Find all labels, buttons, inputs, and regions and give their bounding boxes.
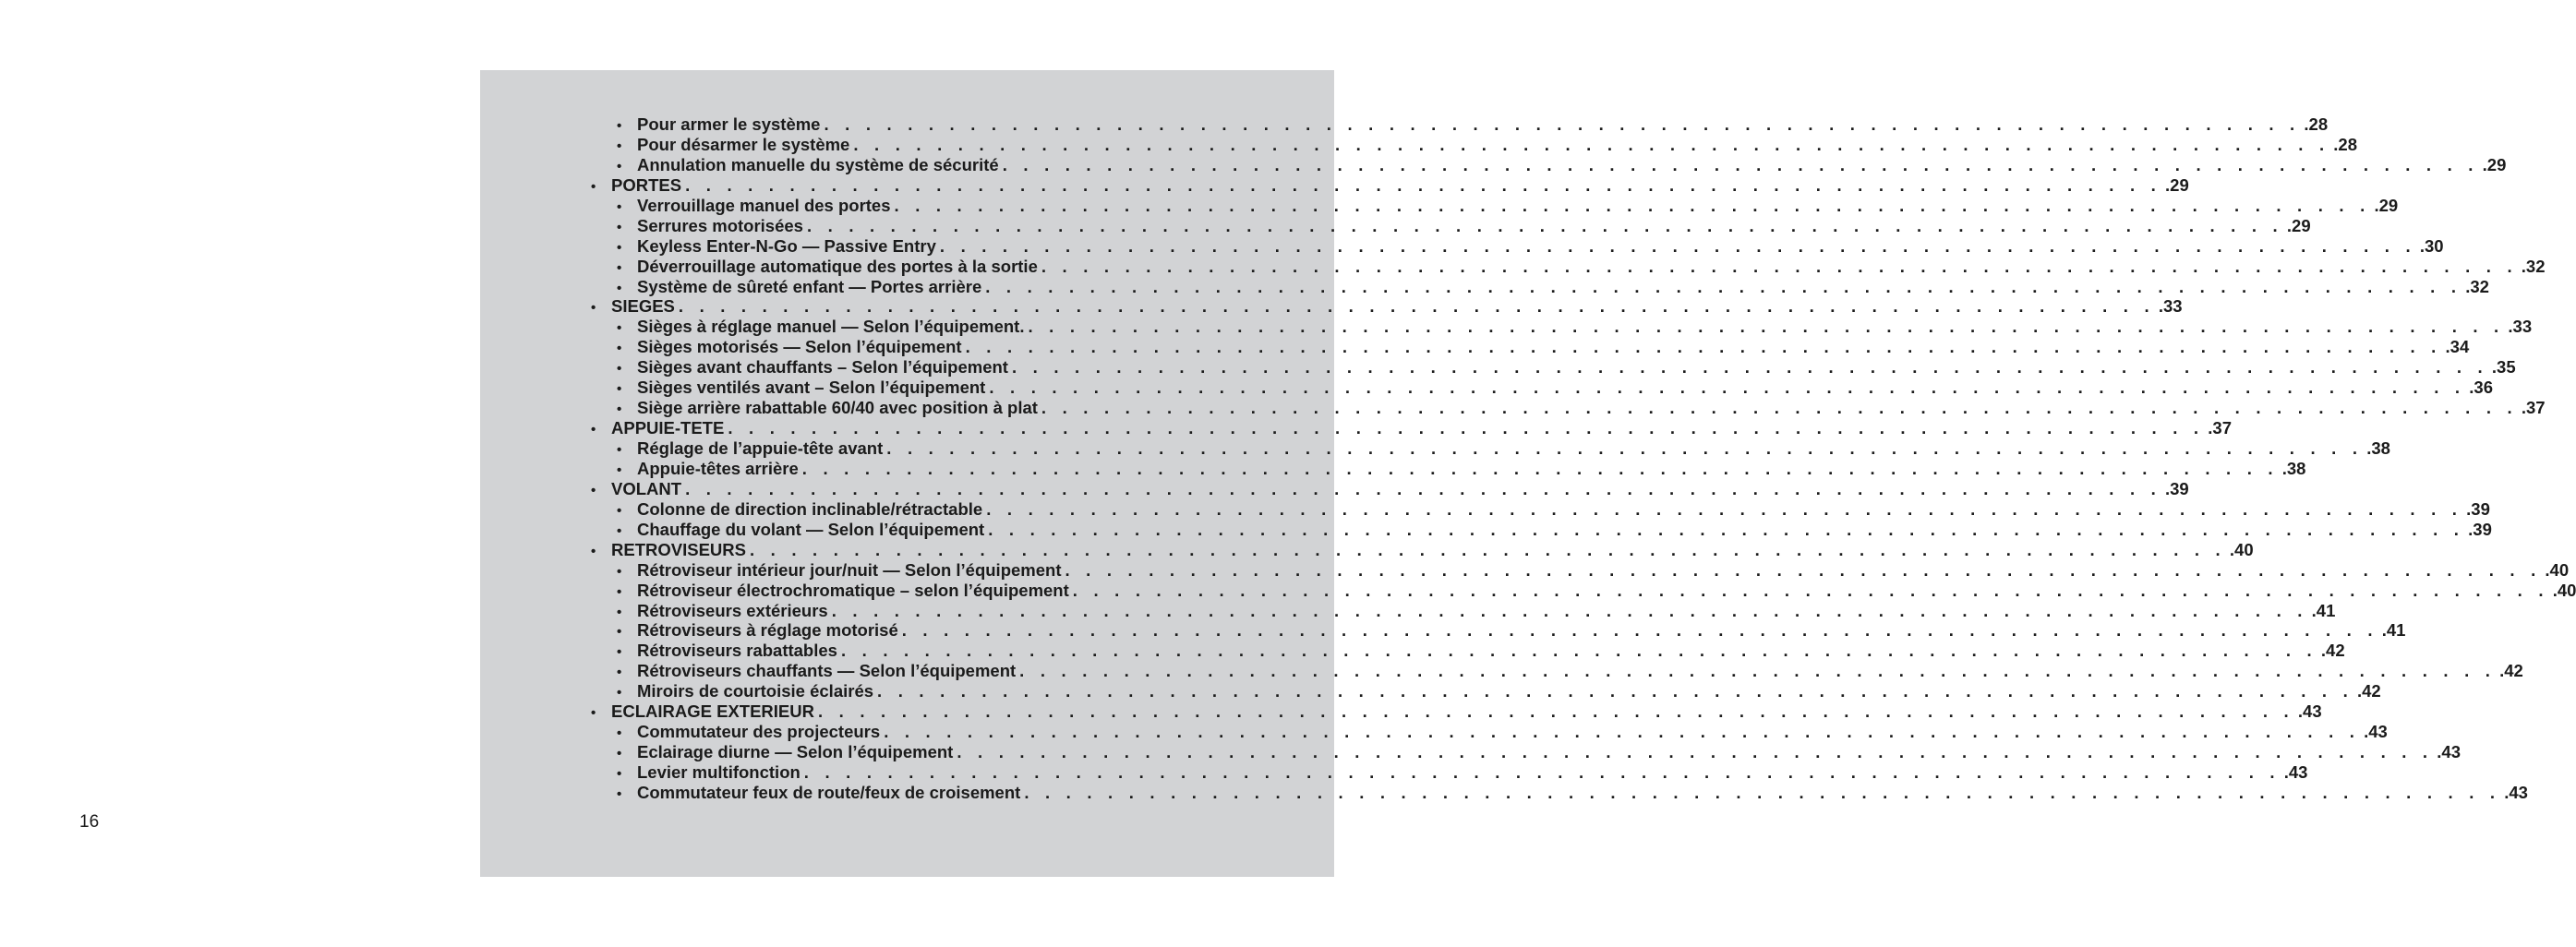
toc-entry-title: Déverrouillage automatique des portes à la sortie	[637, 256, 1038, 276]
toc-subsection-entry	[591, 722, 2388, 742]
toc-subsection-entry	[591, 559, 2570, 581]
toc-dot-leader: . . . . . . . . . . . . . . . . . . . . . . . . . . . . . . . . . . . . . . . . . . . . . . . . . . . . . . . . . . . . . . . . . . . . . . .	[817, 701, 2294, 722]
bullet-icon: •	[591, 178, 596, 195]
toc-dot-leader: . . . . . . . . . . . . . . . . . . . . . . . . . . . . . . . . . . . . . . . . . . . . . . . . . . . . . . . . . . . . . . . . . . . . . . .	[1028, 317, 2505, 337]
toc-entry-page: .29	[2165, 174, 2189, 195]
toc-entry-title: Chauffage du volant — Selon l’équipement	[637, 519, 985, 539]
toc-entry-title: Eclairage diurne — Selon l’équipement	[637, 742, 954, 762]
toc-dot-leader: . . . . . . . . . . . . . . . . . . . . . . . . . . . . . . . . . . . . . . . . . . . . . . . . . . . . . . . . . . . . . . . . . . . . . . .	[1011, 357, 2488, 378]
toc-subsection-entry	[591, 378, 2493, 398]
toc-subsection-entry	[591, 641, 2345, 661]
bullet-icon: •	[617, 644, 622, 661]
toc-entry-page: .33	[2508, 317, 2533, 337]
toc-dot-leader: . . . . . . . . . . . . . . . . . . . . . . . . . . . . . . . . . . . . . . . . . . . . . . . . . . . . . . . . . . . . . . . . . . . . . . .	[685, 478, 2161, 498]
toc-dot-leader: . . . . . . . . . . . . . . . . . . . . . . . . . . . . . . . . . . . . . . . . . . . . . . . . . . . . . . . . . . . . . . . . . . . . . . .	[901, 620, 2378, 641]
toc-entry-page: .41	[2381, 620, 2406, 641]
bullet-icon: •	[617, 746, 622, 762]
toc-section-entry	[591, 418, 2232, 438]
toc-entry-title: Rétroviseur électrochromatique – selon l’équipement	[637, 580, 1069, 600]
toc-entry-title: Keyless Enter-N-Go — Passive Entry	[637, 235, 936, 256]
bullet-icon: •	[617, 341, 622, 357]
toc-entry-page: .42	[2320, 641, 2345, 661]
toc-entry-page: .29	[2374, 195, 2399, 215]
toc-entry-title: Rétroviseurs rabattables	[637, 641, 837, 661]
toc-dot-leader: . . . . . . . . . . . . . . . . . . . . . . . . . . . . . . . . . . . . . . . . . . . . . . . . . . . . . . . . . . . . . . . . . . . . . . .	[939, 235, 2416, 256]
page-number: 16	[79, 812, 100, 832]
toc-dot-leader: . . . . . . . . . . . . . . . . . . . . . . . . . . . . . . . . . . . . . . . . . . . . . . . . . . . . . . . . . . . . . . . . . . . . . . .	[1002, 154, 2479, 174]
toc-subsection-entry	[591, 398, 2546, 418]
bullet-icon: •	[591, 482, 596, 498]
toc-entry-title: Rétroviseur intérieur jour/nuit — Selon l’équipement	[637, 559, 1062, 580]
toc-dot-leader: . . . . . . . . . . . . . . . . . . . . . . . . . . . . . . . . . . . . . . . . . . . . . . . . . . . . . . . . . . . . . . . . . . . . . . .	[1065, 559, 2542, 580]
toc-dot-leader: . . . . . . . . . . . . . . . . . . . . . . . . . . . . . . . . . . . . . . . . . . . . . . . . . . . . . . . . . . . . . . . . . . . . . . .	[1041, 398, 2518, 418]
toc-entry-title: Rétroviseurs chauffants — Selon l’équipement	[637, 661, 1017, 681]
toc-subsection-entry	[591, 114, 2329, 135]
bullet-icon: •	[617, 604, 622, 620]
toc-entry-title: Système de sûreté enfant — Portes arrière	[637, 276, 982, 296]
bullet-icon: •	[617, 522, 622, 539]
toc-entry-title: Réglage de l’appuie-tête avant	[637, 438, 884, 458]
bullet-icon: •	[617, 381, 622, 398]
toc-entry-title: Levier multifonction	[637, 762, 800, 782]
toc-subsection-entry	[591, 782, 2528, 803]
toc-entry-title: PORTES	[611, 174, 682, 195]
toc-dot-leader: . . . . . . . . . . . . . . . . . . . . . . . . . . . . . . . . . . . . . . . . . . . . . . . . . . . . . . . . . . . . . . . . . . . . . . .	[803, 762, 2281, 782]
bullet-icon: •	[617, 462, 622, 478]
toc-entry-page: .37	[2521, 398, 2546, 418]
toc-dot-leader: . . . . . . . . . . . . . . . . . . . . . . . . . . . . . . . . . . . . . . . . . . . . . . . . . . . . . . . . . . . . . . . . . . . . . . .	[831, 600, 2308, 620]
bullet-icon: •	[617, 402, 622, 418]
toc-entry-title: Serrures motorisées	[637, 215, 803, 235]
bullet-icon: •	[617, 766, 622, 782]
toc-entry-page: .29	[2286, 215, 2311, 235]
toc-entry-page: .39	[2165, 478, 2189, 498]
toc-entry-title: Sièges avant chauffants – Selon l’équipement	[637, 357, 1008, 378]
toc-entry-page: .29	[2482, 154, 2507, 174]
toc-entry-page: .39	[2468, 519, 2492, 539]
toc-entry-page: .40	[2545, 559, 2570, 580]
toc-dot-leader: . . . . . . . . . . . . . . . . . . . . . . . . . . . . . . . . . . . . . . . . . . . . . . . . . . . . . . . . . . . . . . . . . . . . . . .	[749, 539, 2226, 559]
toc-dot-leader: . . . . . . . . . . . . . . . . . . . . . . . . . . . . . . . . . . . . . . . . . . . . . . . . . . . . . . . . . . . . . . . . . . . . . . .	[985, 276, 2462, 296]
toc-dot-leader: . . . . . . . . . . . . . . . . . . . . . . . . . . . . . . . . . . . . . . . . . . . . . . . . . . . . . . . . . . . . . . . . . . . . . . .	[853, 134, 2330, 154]
toc-entry-page: .38	[2281, 458, 2306, 478]
bullet-icon: •	[617, 198, 622, 215]
toc-entry-title: Verrouillage manuel des portes	[637, 195, 891, 215]
toc-entry-page: .43	[2364, 722, 2388, 742]
bullet-icon: •	[617, 158, 622, 174]
toc-dot-leader: . . . . . . . . . . . . . . . . . . . . . . . . . . . . . . . . . . . . . . . . . . . . . . . . . . . . . . . . . . . . . . . . . . . . . . .	[886, 438, 2364, 458]
toc-entry-page: .40	[2552, 580, 2576, 600]
toc-entry-title: Rétroviseurs extérieurs	[637, 600, 828, 620]
table-of-contents-panel	[480, 70, 2576, 877]
toc-entry-title: Siège arrière rabattable 60/40 avec position à plat	[637, 398, 1038, 418]
toc-subsection-entry	[591, 438, 2390, 459]
toc-dot-leader: . . . . . . . . . . . . . . . . . . . . . . . . . . . . . . . . . . . . . . . . . . . . . . . . . . . . . . . . . . . . . . . . . . . . . . .	[894, 195, 2371, 215]
toc-entry-title: Pour désarmer le système	[637, 134, 850, 154]
toc-dot-leader: . . . . . . . . . . . . . . . . . . . . . . . . . . . . . . . . . . . . . . . . . . . . . . . . . . . . . . . . . . . . . . . . . . . . . . .	[1072, 580, 2549, 600]
bullet-icon: •	[591, 422, 596, 438]
toc-dot-leader: . . . . . . . . . . . . . . . . . . . . . . . . . . . . . . . . . . . . . . . . . . . . . . . . . . . . . . . . . . . . . . . . . . . . . . .	[824, 114, 2301, 134]
bullet-icon: •	[617, 280, 622, 296]
toc-subsection-entry	[591, 762, 2308, 783]
toc-entry-page: .30	[2419, 235, 2444, 256]
toc-entry-title: VOLANT	[611, 478, 682, 498]
toc-dot-leader: . . . . . . . . . . . . . . . . . . . . . . . . . . . . . . . . . . . . . . . . . . . . . . . . . . . . . . . . . . . . . . . . . . . . . . .	[877, 681, 2353, 701]
toc-entry-title: Rétroviseurs à réglage motorisé	[637, 620, 898, 641]
toc-dot-leader: . . . . . . . . . . . . . . . . . . . . . . . . . . . . . . . . . . . . . . . . . . . . . . . . . . . . . . . . . . . . . . . . . . . . . . .	[801, 458, 2279, 478]
bullet-icon: •	[591, 543, 596, 559]
bullet-icon: •	[617, 725, 622, 742]
toc-entry-page: .38	[2366, 438, 2390, 458]
toc-subsection-entry	[591, 498, 2490, 520]
toc-subsection-entry	[591, 681, 2381, 701]
toc-entry-page: .40	[2229, 539, 2254, 559]
toc-dot-leader: . . . . . . . . . . . . . . . . . . . . . . . . . . . . . . . . . . . . . . . . . . . . . . . . . . . . . . . . . . . . . . . . . . . . . . .	[678, 296, 2155, 317]
bullet-icon: •	[617, 785, 622, 802]
toc-entry-title: Annulation manuelle du système de sécurité	[637, 154, 999, 174]
toc-subsection-entry	[591, 256, 2546, 277]
bullet-icon: •	[617, 624, 622, 641]
bullet-icon: •	[617, 259, 622, 276]
toc-subsection-entry	[591, 215, 2311, 236]
toc-list	[591, 114, 2576, 803]
bullet-icon: •	[617, 563, 622, 580]
toc-dot-leader: . . . . . . . . . . . . . . . . . . . . . . . . . . . . . . . . . . . . . . . . . . . . . . . . . . . . . . . . . . . . . . . . . . . . . . .	[957, 742, 2434, 762]
toc-subsection-entry	[591, 195, 2399, 216]
toc-dot-leader: . . . . . . . . . . . . . . . . . . . . . . . . . . . . . . . . . . . . . . . . . . . . . . . . . . . . . . . . . . . . . . . . . . . . . . .	[986, 498, 2463, 519]
toc-entry-page: .33	[2158, 296, 2183, 317]
toc-entry-page: .28	[2333, 134, 2358, 154]
bullet-icon: •	[617, 320, 622, 337]
toc-subsection-entry	[591, 276, 2489, 297]
toc-dot-leader: . . . . . . . . . . . . . . . . . . . . . . . . . . . . . . . . . . . . . . . . . . . . . . . . . . . . . . . . . . . . . . . . . . . . . . .	[1019, 661, 2497, 681]
toc-entry-page: .42	[2356, 681, 2381, 701]
toc-entry-page: .43	[2437, 742, 2461, 762]
toc-subsection-entry	[591, 620, 2406, 641]
toc-subsection-entry	[591, 600, 2336, 621]
toc-dot-leader: . . . . . . . . . . . . . . . . . . . . . . . . . . . . . . . . . . . . . . . . . . . . . . . . . . . . . . . . . . . . . . . . . . . . . . .	[989, 378, 2466, 398]
toc-dot-leader: . . . . . . . . . . . . . . . . . . . . . . . . . . . . . . . . . . . . . . . . . . . . . . . . . . . . . . . . . . . . . . . . . . . . . . .	[965, 337, 2442, 357]
toc-dot-leader: . . . . . . . . . . . . . . . . . . . . . . . . . . . . . . . . . . . . . . . . . . . . . . . . . . . . . . . . . . . . . . . . . . . . . . .	[806, 215, 2283, 235]
bullet-icon: •	[617, 118, 622, 134]
toc-entry-page: .34	[2445, 337, 2470, 357]
toc-dot-leader: . . . . . . . . . . . . . . . . . . . . . . . . . . . . . . . . . . . . . . . . . . . . . . . . . . . . . . . . . . . . . . . . . . . . . . .	[728, 418, 2205, 438]
toc-section-entry	[591, 539, 2254, 560]
toc-section-entry	[591, 478, 2189, 499]
toc-entry-page: .43	[2504, 782, 2528, 802]
toc-entry-page: .42	[2499, 661, 2523, 681]
toc-entry-page: .32	[2521, 256, 2546, 276]
bullet-icon: •	[617, 583, 622, 600]
toc-subsection-entry	[591, 235, 2444, 257]
toc-entry-title: APPUIE-TETE	[611, 418, 725, 438]
bullet-icon: •	[617, 361, 622, 378]
bullet-icon: •	[617, 665, 622, 681]
bullet-icon: •	[617, 685, 622, 701]
bullet-icon: •	[591, 300, 596, 317]
toc-section-entry	[591, 701, 2322, 722]
toc-entry-page: .32	[2465, 276, 2489, 296]
toc-entry-page: .36	[2469, 378, 2493, 398]
toc-subsection-entry	[591, 580, 2576, 601]
toc-subsection-entry	[591, 519, 2492, 540]
toc-dot-leader: . . . . . . . . . . . . . . . . . . . . . . . . . . . . . . . . . . . . . . . . . . . . . . . . . . . . . . . . . . . . . . . . . . . . . . .	[1024, 782, 2501, 802]
toc-subsection-entry	[591, 317, 2533, 337]
toc-entry-title: RETROVISEURS	[611, 539, 746, 559]
toc-dot-leader: . . . . . . . . . . . . . . . . . . . . . . . . . . . . . . . . . . . . . . . . . . . . . . . . . . . . . . . . . . . . . . . . . . . . . . .	[1041, 256, 2518, 276]
toc-subsection-entry	[591, 154, 2507, 175]
toc-entry-page: .43	[2297, 701, 2322, 722]
bullet-icon: •	[591, 705, 596, 722]
toc-dot-leader: . . . . . . . . . . . . . . . . . . . . . . . . . . . . . . . . . . . . . . . . . . . . . . . . . . . . . . . . . . . . . . . . . . . . . . .	[840, 641, 2317, 661]
toc-subsection-entry	[591, 337, 2470, 357]
toc-entry-title: Sièges motorisés — Selon l’équipement	[637, 337, 962, 357]
toc-entry-page: .35	[2491, 357, 2516, 378]
toc-subsection-entry	[591, 134, 2358, 155]
toc-subsection-entry	[591, 661, 2523, 681]
bullet-icon: •	[617, 442, 622, 458]
bullet-icon: •	[617, 502, 622, 519]
toc-entry-page: .43	[2283, 762, 2308, 782]
toc-entry-title: SIEGES	[611, 296, 675, 317]
toc-section-entry	[591, 174, 2189, 196]
toc-dot-leader: . . . . . . . . . . . . . . . . . . . . . . . . . . . . . . . . . . . . . . . . . . . . . . . . . . . . . . . . . . . . . . . . . . . . . . .	[988, 519, 2465, 539]
toc-entry-title: Colonne de direction inclinable/rétractable	[637, 498, 983, 519]
toc-entry-page: .28	[2304, 114, 2329, 134]
toc-entry-title: Pour armer le système	[637, 114, 821, 134]
toc-section-entry	[591, 296, 2183, 317]
toc-entry-title: Appuie-têtes arrière	[637, 458, 799, 478]
bullet-icon: •	[617, 219, 622, 235]
bullet-icon: •	[617, 138, 622, 154]
toc-entry-title: Sièges à réglage manuel — Selon l’équipement.	[637, 317, 1025, 337]
toc-dot-leader: . . . . . . . . . . . . . . . . . . . . . . . . . . . . . . . . . . . . . . . . . . . . . . . . . . . . . . . . . . . . . . . . . . . . . . .	[685, 174, 2162, 195]
toc-entry-page: .41	[2311, 600, 2336, 620]
toc-entry-page: .37	[2208, 418, 2232, 438]
toc-subsection-entry	[591, 458, 2306, 479]
toc-subsection-entry	[591, 357, 2516, 378]
toc-entry-title: Commutateur des projecteurs	[637, 722, 881, 742]
bullet-icon: •	[617, 239, 622, 256]
toc-subsection-entry	[591, 742, 2461, 762]
toc-entry-title: ECLAIRAGE EXTERIEUR	[611, 701, 814, 722]
toc-entry-page: .39	[2466, 498, 2490, 519]
toc-entry-title: Miroirs de courtoisie éclairés	[637, 681, 874, 701]
toc-entry-title: Commutateur feux de route/feux de croisement	[637, 782, 1021, 802]
toc-entry-title: Sièges ventilés avant – Selon l’équipement	[637, 378, 986, 398]
toc-dot-leader: . . . . . . . . . . . . . . . . . . . . . . . . . . . . . . . . . . . . . . . . . . . . . . . . . . . . . . . . . . . . . . . . . . . . . . .	[884, 722, 2361, 742]
